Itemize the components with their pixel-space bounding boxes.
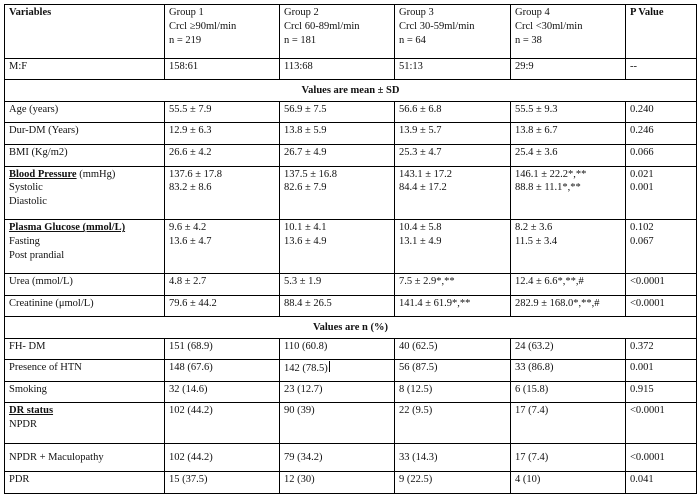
cell-group4: 17 (7.4) [511, 444, 626, 472]
cell-group2: 12 (30) [280, 472, 395, 494]
cell-pvalue: 0.915 [626, 381, 697, 403]
row-label: Urea (mmol/L) [5, 274, 165, 296]
row-label: Smoking [5, 381, 165, 403]
cell-pvalue: 0.001 [626, 360, 697, 382]
cell-pvalue: 0.066 [626, 144, 697, 166]
table-row-htn [5, 360, 697, 382]
cell-group2: 10.1 ± 4.1 13.6 ± 4.9 [280, 220, 395, 274]
row-label: Presence of HTN [5, 360, 165, 382]
cell-group4: 13.8 ± 6.7 [511, 123, 626, 145]
header-group2: Group 2 Crcl 60-89ml/min n = 181 [280, 5, 395, 59]
header-pvalue: P Value [626, 5, 697, 59]
cell-group4: 282.9 ± 168.0*,**,# [511, 295, 626, 317]
cell-group2: 56.9 ± 7.5 [280, 101, 395, 123]
cell-group3: 8 (12.5) [395, 381, 511, 403]
cell-group1: 102 (44.2) [165, 444, 280, 472]
cell-group1: 26.6 ± 4.2 [165, 144, 280, 166]
cell-group1: 12.9 ± 6.3 [165, 123, 280, 145]
header-row [5, 5, 697, 59]
table-row-plasma-glucose [5, 220, 697, 274]
cell-group2: 5.3 ± 1.9 [280, 274, 395, 296]
row-label: Creatinine (μmol/L) [5, 295, 165, 317]
cell-pvalue: 0.246 [626, 123, 697, 145]
cell-pvalue: <0.0001 [626, 274, 697, 296]
row-label: Blood Pressure (mmHg) Systolic Diastolic [5, 166, 165, 220]
label-bold: DR status [9, 405, 54, 417]
row-label: BMI (Kg/m2) [5, 144, 165, 166]
row-label: FH- DM [5, 338, 165, 360]
section-header-n: Values are n (%) [5, 317, 697, 339]
cell-group3: 141.4 ± 61.9*,** [395, 295, 511, 317]
cell-group2: 13.8 ± 5.9 [280, 123, 395, 145]
section-header-mean: Values are mean ± SD [5, 80, 697, 102]
cell-group1: 79.6 ± 44.2 [165, 295, 280, 317]
cell-group2: 26.7 ± 4.9 [280, 144, 395, 166]
row-label: Age (years) [5, 101, 165, 123]
header-variables: Variables [5, 5, 165, 59]
cell-pvalue: <0.0001 [626, 403, 697, 444]
cell-group2: 23 (12.7) [280, 381, 395, 403]
table-row-mf [5, 58, 697, 80]
label-bold: Blood Pressure [9, 168, 77, 180]
table-row-urea [5, 274, 697, 296]
cell-group1: 151 (68.9) [165, 338, 280, 360]
cell-group1: 9.6 ± 4.2 13.6 ± 4.7 [165, 220, 280, 274]
row-label: Plasma Glucose (mmol/L) Fasting Post prandial [5, 220, 165, 274]
section-row-mean [5, 80, 697, 102]
cell-pvalue: 0.240 [626, 101, 697, 123]
row-label: M:F [5, 58, 165, 80]
cell-group3: 143.1 ± 17.2 84.4 ± 17.2 [395, 166, 511, 220]
text-cursor [329, 361, 330, 372]
cell-group4: 29:9 [511, 58, 626, 80]
cell-group2: 110 (60.8) [280, 338, 395, 360]
header-group1: Group 1 Crcl ≥90ml/min n = 219 [165, 5, 280, 59]
cell-group3: 40 (62.5) [395, 338, 511, 360]
row-label: DR status NPDR [5, 403, 165, 444]
cell-group3: 25.3 ± 4.7 [395, 144, 511, 166]
cell-group3: 7.5 ± 2.9*,** [395, 274, 511, 296]
header-group4: Group 4 Crcl <30ml/min n = 38 [511, 5, 626, 59]
table-row-smoking [5, 381, 697, 403]
cell-pvalue: <0.0001 [626, 444, 697, 472]
cell-pvalue: -- [626, 58, 697, 80]
cell-group1: 4.8 ± 2.7 [165, 274, 280, 296]
table-row-bmi [5, 144, 697, 166]
table-row-blood-pressure [5, 166, 697, 220]
row-label: Dur-DM (Years) [5, 123, 165, 145]
cell-group4: 12.4 ± 6.6*,**,# [511, 274, 626, 296]
cell-group1: 32 (14.6) [165, 381, 280, 403]
cell-pvalue: <0.0001 [626, 295, 697, 317]
row-label: NPDR + Maculopathy [5, 444, 165, 472]
cell-pvalue: 0.102 0.067 [626, 220, 697, 274]
cell-group3: 22 (9.5) [395, 403, 511, 444]
cell-group1: 15 (37.5) [165, 472, 280, 494]
table-row-age [5, 101, 697, 123]
cell-group3: 9 (22.5) [395, 472, 511, 494]
cell-group2: 113:68 [280, 58, 395, 80]
cell-group1: 102 (44.2) [165, 403, 280, 444]
cell-group1: 55.5 ± 7.9 [165, 101, 280, 123]
cell-pvalue: 0.372 [626, 338, 697, 360]
cell-group3: 10.4 ± 5.8 13.1 ± 4.9 [395, 220, 511, 274]
cell-group1: 158:61 [165, 58, 280, 80]
table-row-creatinine [5, 295, 697, 317]
cell-group2: 137.5 ± 16.8 82.6 ± 7.9 [280, 166, 395, 220]
cell-group4: 6 (15.8) [511, 381, 626, 403]
cell-group1: 148 (67.6) [165, 360, 280, 382]
table-row-dr-status [5, 403, 697, 444]
cell-group2: 79 (34.2) [280, 444, 395, 472]
cell-group3: 13.9 ± 5.7 [395, 123, 511, 145]
cell-group4: 33 (86.8) [511, 360, 626, 382]
cell-group2: 90 (39) [280, 403, 395, 444]
cell-group3: 33 (14.3) [395, 444, 511, 472]
cell-group4: 4 (10) [511, 472, 626, 494]
results-table [4, 4, 697, 494]
cell-pvalue: 0.041 [626, 472, 697, 494]
cell-group2: 88.4 ± 26.5 [280, 295, 395, 317]
cell-group4: 55.5 ± 9.3 [511, 101, 626, 123]
header-group3: Group 3 Crcl 30-59ml/min n = 64 [395, 5, 511, 59]
table-row-npdr-maculopathy [5, 444, 697, 472]
section-row-n [5, 317, 697, 339]
table-row-pdr [5, 472, 697, 494]
cell-group3: 56 (87.5) [395, 360, 511, 382]
cell-pvalue: 0.021 0.001 [626, 166, 697, 220]
cell-group4: 24 (63.2) [511, 338, 626, 360]
table-row-dur-dm [5, 123, 697, 145]
table-row-fh-dm [5, 338, 697, 360]
cell-group3: 56.6 ± 6.8 [395, 101, 511, 123]
cell-group4: 25.4 ± 3.6 [511, 144, 626, 166]
cell-group3: 51:13 [395, 58, 511, 80]
cell-group4: 146.1 ± 22.2*,** 88.8 ± 11.1*,** [511, 166, 626, 220]
cell-group4: 8.2 ± 3.6 11.5 ± 3.4 [511, 220, 626, 274]
label-bold: Plasma Glucose (mmol/L) [9, 222, 126, 234]
cell-group2: 142 (78.5) [280, 360, 395, 382]
cell-group1: 137.6 ± 17.8 83.2 ± 8.6 [165, 166, 280, 220]
cell-group4: 17 (7.4) [511, 403, 626, 444]
row-label: PDR [5, 472, 165, 494]
